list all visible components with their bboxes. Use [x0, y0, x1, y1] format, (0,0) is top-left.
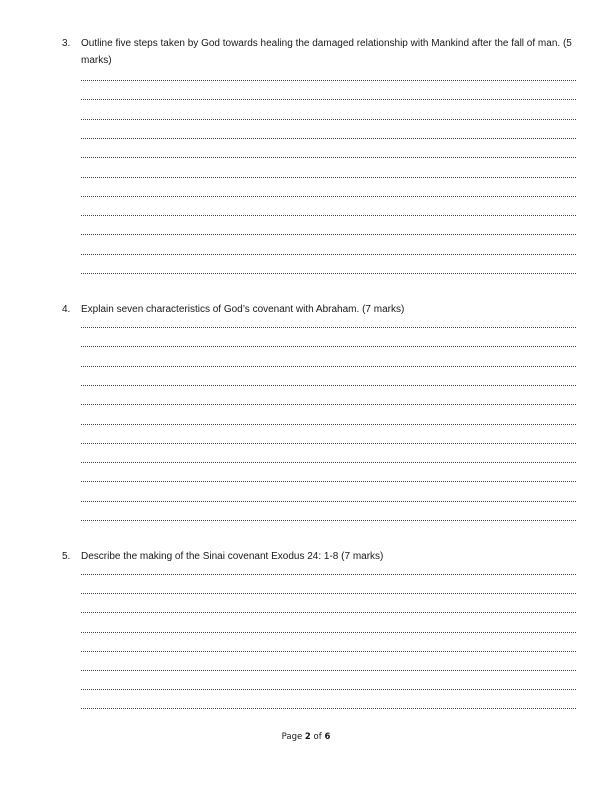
answer-line — [81, 80, 576, 81]
answer-line — [81, 327, 576, 328]
answer-line — [81, 481, 576, 482]
answer-line — [81, 234, 576, 235]
answer-line — [81, 215, 576, 216]
question-number: 4. — [62, 304, 71, 315]
question-number: 5. — [62, 551, 71, 562]
total-page-count: 6 — [324, 732, 331, 742]
answer-line — [81, 462, 576, 463]
page-of-label: of — [313, 732, 322, 742]
answer-line — [81, 708, 576, 709]
answer-line — [81, 254, 576, 255]
question-number: 3. — [62, 38, 71, 49]
answer-line — [81, 346, 576, 347]
answer-line — [81, 404, 576, 405]
question-text: Explain seven characteristics of God’s covenant with Abraham. (7 marks) — [81, 304, 405, 315]
question-3 — [62, 35, 578, 69]
question-text: Describe the making of the Sinai covenant Exodus 24: 1-8 (7 marks) — [81, 551, 384, 562]
answer-line — [81, 424, 576, 425]
answer-line — [81, 366, 576, 367]
page-footer — [0, 732, 612, 742]
answer-line — [81, 520, 576, 521]
answer-line — [81, 574, 576, 575]
answer-line — [81, 593, 576, 594]
answer-line — [81, 177, 576, 178]
answer-line — [81, 138, 576, 139]
answer-line — [81, 670, 576, 671]
answer-line — [81, 689, 576, 690]
answer-line — [81, 196, 576, 197]
answer-line — [81, 651, 576, 652]
current-page-number: 2 — [304, 732, 311, 742]
page-label: Page — [281, 732, 303, 742]
answer-line — [81, 501, 576, 502]
answer-line — [81, 632, 576, 633]
answer-line — [81, 443, 576, 444]
question-4 — [62, 301, 578, 318]
answer-line — [81, 157, 576, 158]
question-text: Outline five steps taken by God towards healing the damaged relationship with Mankind after the fall of man. (5 marks) — [81, 38, 572, 66]
answer-line — [81, 273, 576, 274]
answer-line — [81, 119, 576, 120]
answer-line — [81, 385, 576, 386]
answer-line — [81, 99, 576, 100]
answer-line — [81, 612, 576, 613]
question-5 — [62, 548, 578, 565]
